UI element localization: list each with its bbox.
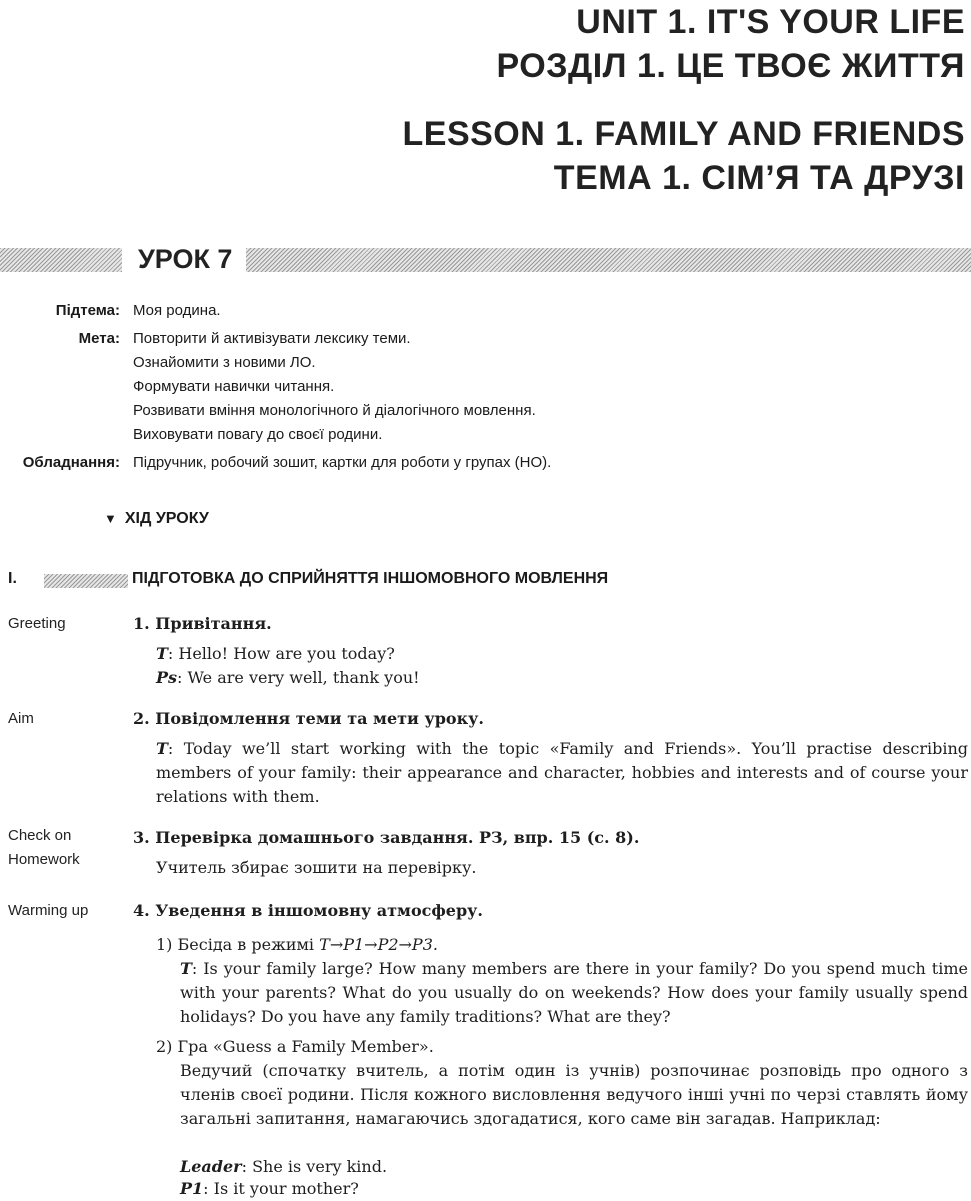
speaker-label: T: [156, 644, 168, 663]
dialogue-line: [180, 1177, 359, 1201]
step-heading: 3. Перевірка домашнього завдання. РЗ, впр. 15 (с. 8).: [133, 828, 640, 847]
unit-title-ua: РОЗДІЛ 1. ЦЕ ТВОЄ ЖИТТЯ: [496, 47, 965, 85]
speaker-label: T: [156, 739, 168, 758]
lesson-title-en: LESSON 1. FAMILY AND FRIENDS: [402, 115, 965, 153]
course-heading-label: ХІД УРОКУ: [124, 510, 209, 527]
lesson-title-ua: ТЕМА 1. СІМ’Я ТА ДРУЗІ: [553, 159, 965, 197]
lesson-number-title: УРОК 7: [138, 244, 233, 274]
speaker-label: Ps: [156, 668, 178, 687]
subtopic-label: Підтема:: [55, 302, 120, 319]
speaker-text: : Today we’ll start working with the topic «Family and Friends». You’ll practise describing members of your family: their appearance and character, hobbies and interests and of course your relations with them.: [156, 739, 968, 806]
paragraph: Ведучий (спочатку вчитель, а потім один із учнів) розпочинає розповідь про одного з членів своєї родини. Після кожного висловлення ведучого інші учні по черзі ставлять йому загальні запитання, намагаючись здогадатися, кого саме він загадав. Наприклад:: [180, 1061, 968, 1128]
substep-line: [156, 933, 438, 957]
speaker-text: : Is it your mother?: [203, 1179, 359, 1198]
aim-item: Формувати навички читання.: [133, 378, 335, 395]
triangle-down-icon: ▼: [104, 511, 117, 526]
speaker-label: Leader: [180, 1157, 242, 1176]
step-heading: 1. Привітання.: [133, 614, 272, 633]
dialogue-line: [156, 642, 395, 666]
speaker-label: P1: [180, 1179, 204, 1198]
dialogue-line: [180, 1155, 387, 1179]
aim-item: Ознайомити з новими ЛО.: [133, 354, 316, 371]
hatch-decoration: [44, 574, 128, 588]
speaker-text: : She is very kind.: [241, 1157, 388, 1176]
side-label-homework: Homework: [8, 851, 80, 868]
dialogue-line: [156, 666, 420, 690]
paragraph: [180, 957, 968, 1029]
speaker-text: : Hello! How are you today?: [167, 644, 395, 663]
speaker-label: T: [180, 959, 192, 978]
side-label-aim: Aim: [8, 710, 34, 727]
speaker-text: : We are very well, thank you!: [177, 668, 420, 687]
substep-title: 2) Гра «Guess a Family Member».: [156, 1037, 434, 1056]
lesson-number-band: [0, 244, 971, 278]
section-roman: I.: [8, 570, 17, 587]
section-title: ПІДГОТОВКА ДО СПРИЙНЯТТЯ ІНШОМОВНОГО МОВЛЕННЯ: [132, 570, 609, 587]
side-label-greeting: Greeting: [8, 615, 66, 632]
speaker-text: : Is your family large? How many members are there in your family? Do you spend much time with your parents? What do you usually do on weekends? How does your family usually spend holidays? Do you have any family traditions? What are they?: [180, 959, 968, 1026]
step-heading: 4. Уведення в іншомовну атмосферу.: [133, 901, 483, 920]
hatch-decoration-right: [246, 248, 971, 272]
side-label-warmup: Warming up: [8, 902, 89, 919]
paragraph: Учитель збирає зошити на перевірку.: [156, 858, 477, 877]
aim-label: Мета:: [78, 330, 120, 347]
hatch-decoration-left: [0, 248, 122, 272]
aim-item: Повторити й активізувати лексику теми.: [133, 330, 411, 347]
equipment-text: Підручник, робочий зошит, картки для роботи у групах (НО).: [133, 454, 552, 471]
formula: T→P1→P2→P3.: [319, 935, 438, 954]
unit-title-en: UNIT 1. IT'S YOUR LIFE: [576, 3, 965, 41]
aim-item: Розвивати вміння монологічного й діалогічного мовлення.: [133, 402, 536, 419]
side-label-check: Check on: [8, 827, 72, 844]
course-heading: [104, 510, 209, 528]
paragraph: [156, 737, 968, 809]
section-heading: [8, 570, 968, 594]
equipment-label: Обладнання:: [22, 454, 120, 471]
aim-item: Виховувати повагу до своєї родини.: [133, 426, 383, 443]
substep-prefix: 1) Бесіда в режимі: [156, 935, 315, 954]
step-heading: 2. Повідомлення теми та мети уроку.: [133, 709, 484, 728]
subtopic-text: Моя родина.: [133, 302, 221, 319]
